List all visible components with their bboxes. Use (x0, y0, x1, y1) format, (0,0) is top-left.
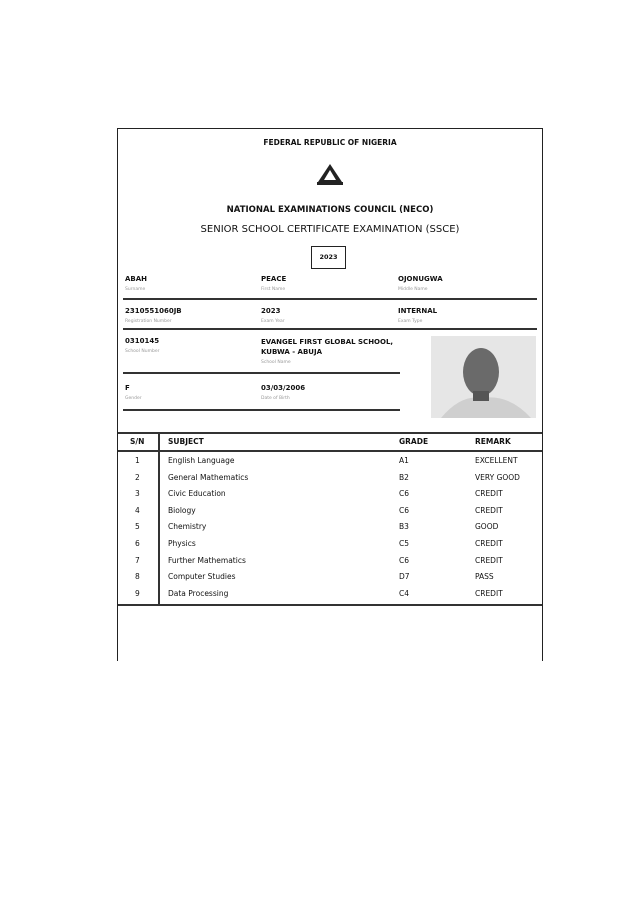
table-row (118, 586, 542, 602)
cell-subject: Physics (168, 539, 196, 548)
exam-type-label: Exam Type (398, 319, 423, 324)
school-number-label: School Number (125, 349, 160, 354)
registration-number-value: 2310551060JB (125, 307, 182, 315)
first-name-value: PEACE (261, 275, 287, 283)
cell-sn: 8 (135, 572, 140, 582)
school-name-value: EVANGEL FIRST GLOBAL SCHOOL, KUBWA - ABUJA (261, 338, 394, 356)
certificate (117, 128, 543, 661)
middle-name-label: Middle Name (398, 287, 428, 292)
cell-sn: 6 (135, 539, 140, 548)
school-number-value: 0310145 (125, 337, 160, 345)
cell-subject: Further Mathematics (168, 555, 246, 565)
cell-remark: PASS (475, 572, 494, 582)
cell-grade: B2 (399, 472, 409, 482)
registration-number-label: Registration Number (125, 319, 172, 324)
student-photo (431, 336, 536, 418)
cell-sn: 1 (135, 456, 140, 465)
cell-grade: B3 (399, 522, 409, 532)
country-title: FEDERAL REPUBLIC OF NIGERIA (263, 138, 397, 147)
cell-subject: Chemistry (168, 522, 207, 532)
cell-subject: Civic Education (168, 489, 226, 499)
table-row (118, 553, 542, 569)
cell-subject: Computer Studies (168, 572, 236, 582)
divider (118, 604, 542, 606)
exam-year-label: Exam Year (261, 319, 285, 324)
cell-remark: EXCELLENT (475, 456, 518, 465)
cell-grade: C4 (399, 588, 410, 598)
cell-grade: A1 (399, 456, 409, 465)
divider (118, 450, 542, 452)
cell-remark: CREDIT (475, 539, 503, 548)
dob-label: Date of Birth (261, 396, 290, 401)
coat-of-arms-logo (315, 162, 345, 186)
cell-remark: CREDIT (475, 505, 503, 515)
exam-year-value: 2023 (261, 307, 281, 315)
middle-name-value: OJONUGWA (398, 275, 443, 283)
divider (123, 409, 400, 411)
table-row (118, 486, 542, 502)
cell-sn: 4 (135, 505, 140, 515)
table-row (118, 453, 542, 469)
divider (123, 372, 400, 374)
cell-remark: GOOD (475, 522, 499, 532)
first-name-label: First Name (261, 287, 286, 292)
cell-remark: CREDIT (475, 555, 503, 565)
header-grade: GRADE (399, 437, 429, 446)
surname-value: ABAH (125, 275, 148, 283)
school-name-label: School Name (261, 360, 291, 365)
divider (123, 298, 537, 300)
cell-sn: 5 (135, 522, 140, 532)
cell-remark: CREDIT (475, 489, 503, 499)
cell-grade: D7 (399, 572, 410, 582)
cell-subject: General Mathematics (168, 472, 249, 482)
divider (123, 328, 537, 330)
exam-title: SENIOR SCHOOL CERTIFICATE EXAMINATION (SSCE) (200, 224, 460, 235)
cell-subject: Data Processing (168, 588, 229, 598)
council-title: NATIONAL EXAMINATIONS COUNCIL (NECO) (226, 205, 434, 215)
cell-sn: 3 (135, 489, 140, 499)
cell-grade: C6 (399, 505, 410, 515)
exam-year-box: 2023 (311, 246, 346, 269)
cell-sn: 9 (135, 588, 140, 598)
cell-remark: CREDIT (475, 588, 503, 598)
gender-label: Gender (125, 396, 142, 401)
cell-subject: English Language (168, 456, 235, 465)
header-sn: S/N (130, 437, 145, 446)
header-subject: SUBJECT (168, 437, 204, 446)
table-row (118, 519, 542, 535)
table-row (118, 470, 542, 486)
table-row (118, 536, 542, 552)
cell-grade: C6 (399, 555, 410, 565)
exam-type-value: INTERNAL (398, 307, 438, 315)
header-remark: REMARK (475, 437, 511, 446)
cell-sn: 7 (135, 555, 140, 565)
cell-grade: C6 (399, 489, 410, 499)
gender-value: F (125, 384, 130, 392)
dob-value: 03/03/2006 (261, 384, 306, 392)
surname-label: Surname (125, 287, 146, 292)
cell-sn: 2 (135, 472, 140, 482)
table-header (118, 434, 542, 450)
cell-grade: C5 (399, 539, 410, 548)
table-row (118, 503, 542, 519)
table-row (118, 569, 542, 585)
cell-subject: Biology (168, 505, 196, 515)
cell-remark: VERY GOOD (475, 472, 520, 482)
